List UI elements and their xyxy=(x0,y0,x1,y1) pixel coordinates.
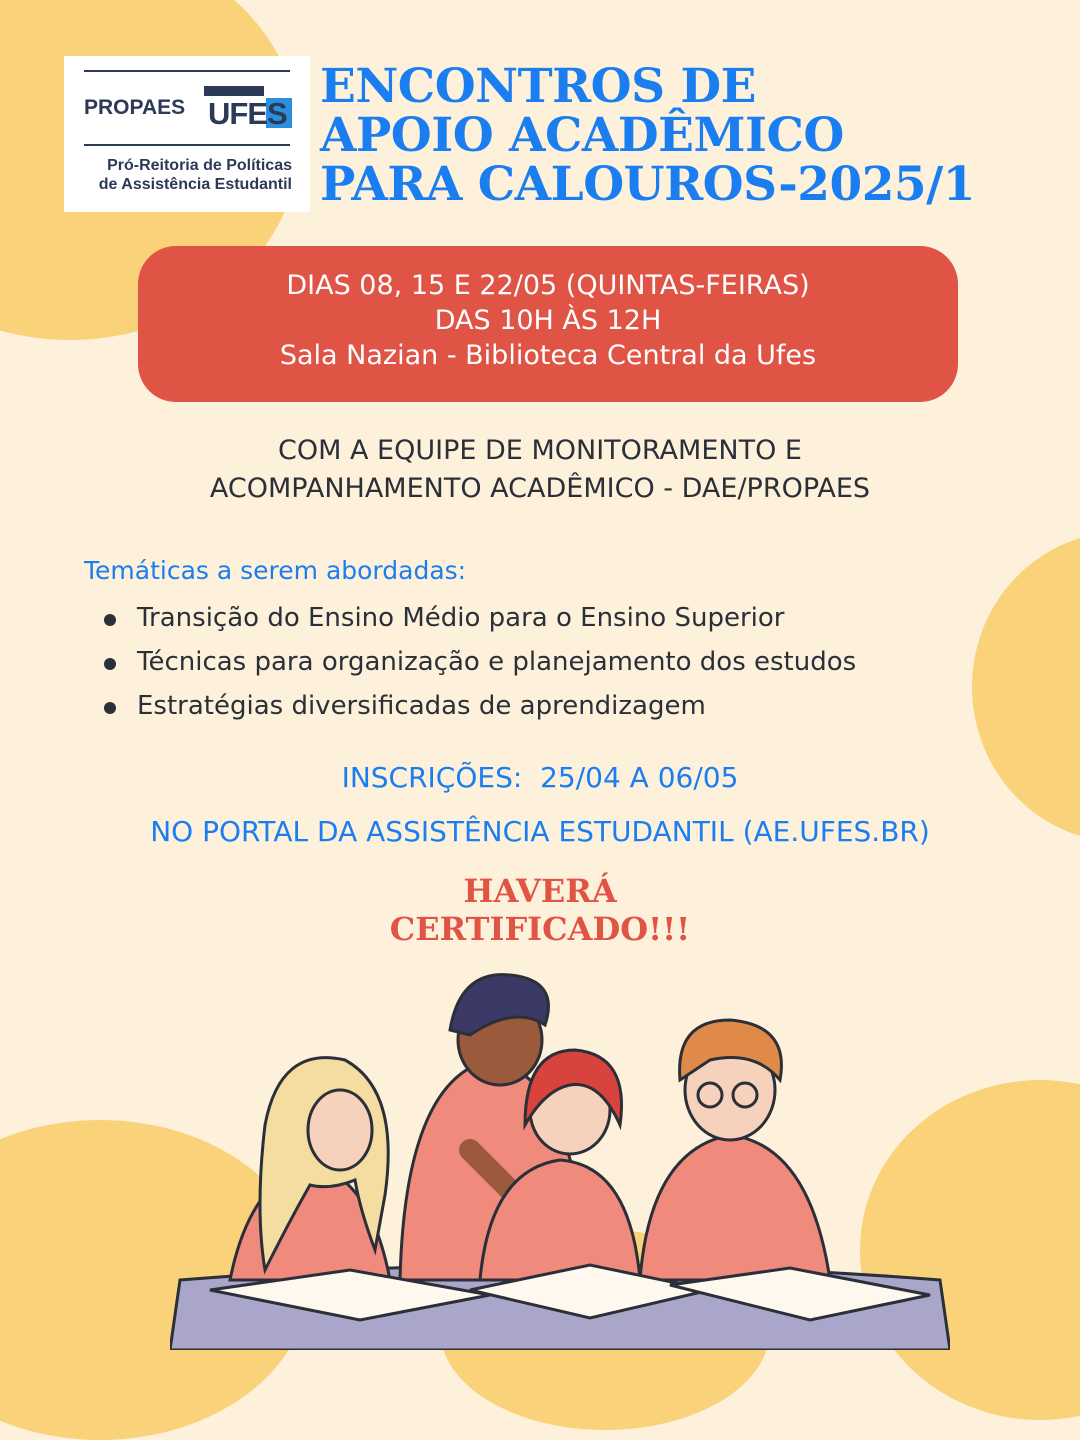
logo-subtitle xyxy=(99,156,292,194)
logo-divider-top xyxy=(84,70,290,72)
team-line1: COM A EQUIPE DE MONITORAMENTO E xyxy=(278,435,802,466)
bullet-icon xyxy=(104,658,116,670)
title-line2: APOIO ACADÊMICO xyxy=(320,108,844,163)
ufes-logo-icon xyxy=(204,86,292,132)
certificate-line2: CERTIFICADO!!! xyxy=(389,910,691,948)
logo-subtitle-line1: Pró-Reitoria de Políticas xyxy=(107,157,292,174)
students-studying-illustration xyxy=(170,950,950,1350)
schedule-dates: DIAS 08, 15 E 22/05 (QUINTAS-FEIRAS) xyxy=(286,270,810,301)
topic-item xyxy=(104,596,856,640)
topic-text: Técnicas para organização e planejamento dos estudos xyxy=(137,647,857,677)
team-statement xyxy=(0,432,1080,508)
certificate-line1: HAVERÁ xyxy=(463,872,617,910)
topics-heading: Temáticas a serem abordadas: xyxy=(84,556,467,585)
logo-propaes-text: PROPAES xyxy=(84,96,186,119)
schedule-banner xyxy=(138,246,958,402)
topic-item xyxy=(104,640,856,684)
registration-dates: INSCRIÇÕES: 25/04 A 06/05 xyxy=(341,761,739,794)
title-line3: PARA CALOUROS-2025/1 xyxy=(320,157,975,212)
topic-item xyxy=(104,684,856,728)
student-blonde-figure xyxy=(230,1058,390,1280)
logo-subtitle-line2: de Assistência Estudantil xyxy=(98,176,292,193)
schedule-hours: DAS 10H ÀS 12H xyxy=(434,305,662,336)
topic-text: Estratégias diversificadas de aprendizagem xyxy=(137,691,706,721)
logo-divider-bottom xyxy=(84,144,290,146)
logo-ufes-text: UFES xyxy=(208,96,287,131)
topics-list xyxy=(104,596,856,728)
bullet-icon xyxy=(104,702,116,714)
schedule-location: Sala Nazian - Biblioteca Central da Ufes xyxy=(279,340,817,371)
certificate-notice xyxy=(0,872,1080,948)
team-line2: ACOMPANHAMENTO ACADÊMICO - DAE/PROPAES xyxy=(209,473,871,504)
registration-portal: NO PORTAL DA ASSISTÊNCIA ESTUDANTIL (AE.UFES.BR) xyxy=(150,815,930,848)
topic-text: Transição do Ensino Médio para o Ensino Superior xyxy=(137,603,785,633)
event-title xyxy=(320,59,975,212)
student-glasses-figure xyxy=(640,1020,830,1280)
propaes-ufes-logo xyxy=(64,56,310,212)
bullet-icon xyxy=(104,614,116,626)
title-line1: ENCONTROS DE xyxy=(320,59,756,114)
